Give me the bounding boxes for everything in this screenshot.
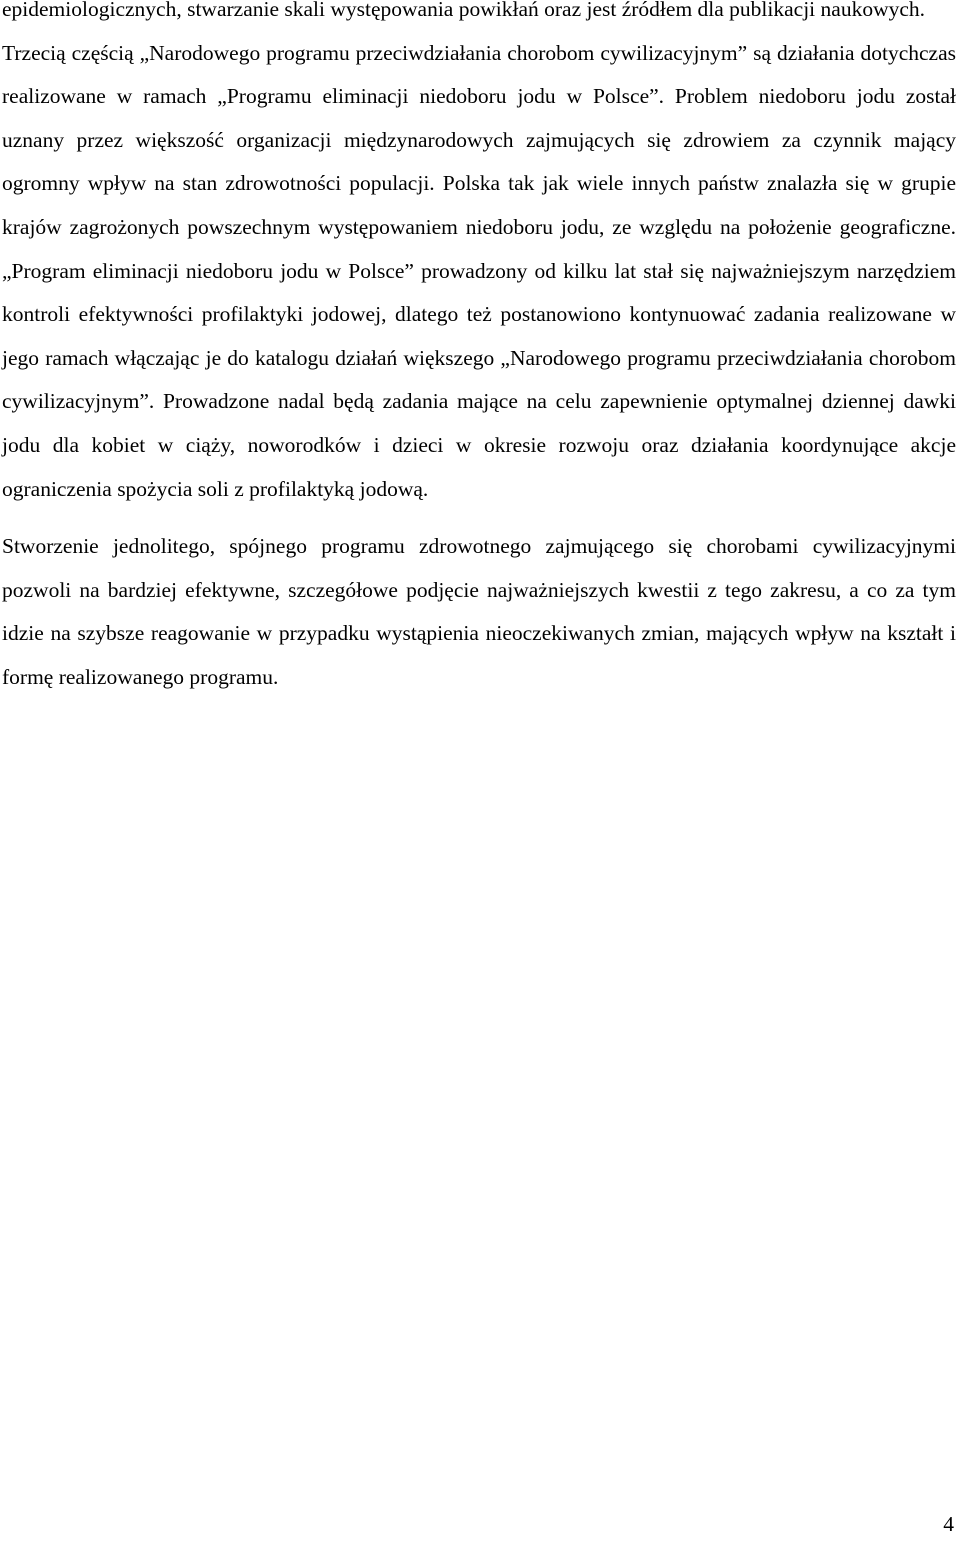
body-text (2, 0, 956, 700)
page-number: 4 (943, 1512, 954, 1536)
paragraph-iodine-program: Trzecią częścią „Narodowego programu przeciwdziałania chorobom cywilizacyjnym” są działania dotychczas realizowane w ramach „Programu eliminacji niedoboru jodu w Polsce”. Problem niedoboru jodu został uznany przez większość organizacji międzynarodowych zajmujących się zdrowiem za czynnik mający ogromny wpływ na stan zdrowotności populacji. Polska tak jak wiele innych państw znalazła się w grupie krajów zagrożonych powszechnym występowaniem niedoboru jodu, ze względu na położenie geograficzne. „Program eliminacji niedoboru jodu w Polsce” prowadzony od kilku lat stał się najważniejszym narzędziem kontroli efektywności profilaktyki jodowej, dlatego też postanowiono kontynuować zadania realizowane w jego ramach włączając je do katalogu działań większego „Narodowego programu przeciwdziałania chorobom cywilizacyjnym”. Prowadzone nadal będą zadania mające na celu zapewnienie optymalnej dziennej dawki jodu dla kobiet w ciąży, noworodków i dzieci w okresie rozwoju oraz działania koordynujące akcje ograniczenia spożycia soli z profilaktyką jodową. (2, 40, 956, 501)
paragraph-spacer (2, 511, 956, 525)
paragraph-continued: epidemiologicznych, stwarzanie skali występowania powikłań oraz jest źródłem dla publikacji naukowych. (2, 0, 926, 21)
paragraph-conclusion: Stworzenie jednolitego, spójnego programu zdrowotnego zajmującego się chorobami cywilizacyjnymi pozwoli na bardziej efektywne, szczegółowe podjęcie najważniejszych kwestii z tego zakresu, a co za tym idzie na szybsze reagowanie w przypadku wystąpienia nieoczekiwanych zmian, mających wpływ na kształt i formę realizowanego programu. (2, 534, 956, 689)
